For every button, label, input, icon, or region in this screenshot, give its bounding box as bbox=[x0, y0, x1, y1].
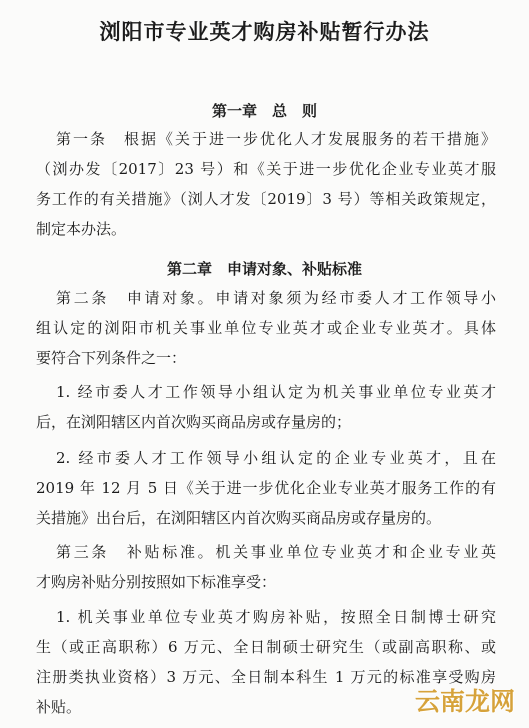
paragraph-line: 第一条 根据《关于进一步优化人才发展服务的若干措施》 bbox=[56, 130, 496, 148]
paragraph-line: 后，在浏阳辖区内首次购买商品房或存量房的； bbox=[36, 413, 352, 431]
paragraph-line: 组认定的浏阳市机关事业单位专业英才或企业专业英才。具体 bbox=[36, 319, 496, 337]
paragraph-line: 第二条 申请对象。申请对象须为经市委人才工作领导小 bbox=[56, 289, 496, 307]
paragraph-line: 关措施》出台后，在浏阳辖区内首次购买商品房或存量房的。 bbox=[36, 509, 442, 527]
paragraph-line: （浏办发〔2017〕23 号）和《关于进一步优化企业专业英才服 bbox=[36, 160, 496, 178]
document-title: 浏阳市专业英才购房补贴暂行办法 bbox=[99, 19, 430, 44]
paragraph-line: 生（或正高职称）6 万元、全日制硕士研究生（或副高职称、或 bbox=[36, 638, 496, 656]
watermark-logo: 云南龙网 bbox=[414, 687, 515, 716]
chapter-heading-2: 第二章 申请对象、补贴标准 bbox=[166, 260, 362, 278]
paragraph-line: 要符合下列条件之一： bbox=[36, 349, 187, 367]
paragraph-line: 务工作的有关措施》（浏人才发〔2019〕3 号）等相关政策规定， bbox=[36, 190, 496, 208]
paragraph-line: 1. 机关事业单位专业英才购房补贴，按照全日制博士研究 bbox=[56, 608, 496, 626]
paragraph-line: 2. 经市委人才工作领导小组认定的企业专业英才，且在 bbox=[56, 449, 496, 467]
paragraph-line: 补贴。 bbox=[36, 698, 82, 716]
paragraph-line: 注册类执业资格）3 万元、全日制本科生 1 万元的标准享受购房 bbox=[36, 668, 496, 686]
paragraph-line: 才购房补贴分别按照如下标准享受： bbox=[36, 573, 277, 591]
chapter-heading-1: 第一章 总 则 bbox=[211, 102, 317, 120]
paragraph-line: 制定本办法。 bbox=[36, 220, 127, 238]
paragraph-line: 2019 年 12 月 5 日《关于进一步优化企业专业英才服务工作的有 bbox=[36, 479, 496, 497]
paragraph-line: 第三条 补贴标准。机关事业单位专业英才和企业专业英 bbox=[56, 543, 496, 561]
paragraph-line: 1. 经市委人才工作领导小组认定为机关事业单位专业英才 bbox=[56, 383, 496, 401]
